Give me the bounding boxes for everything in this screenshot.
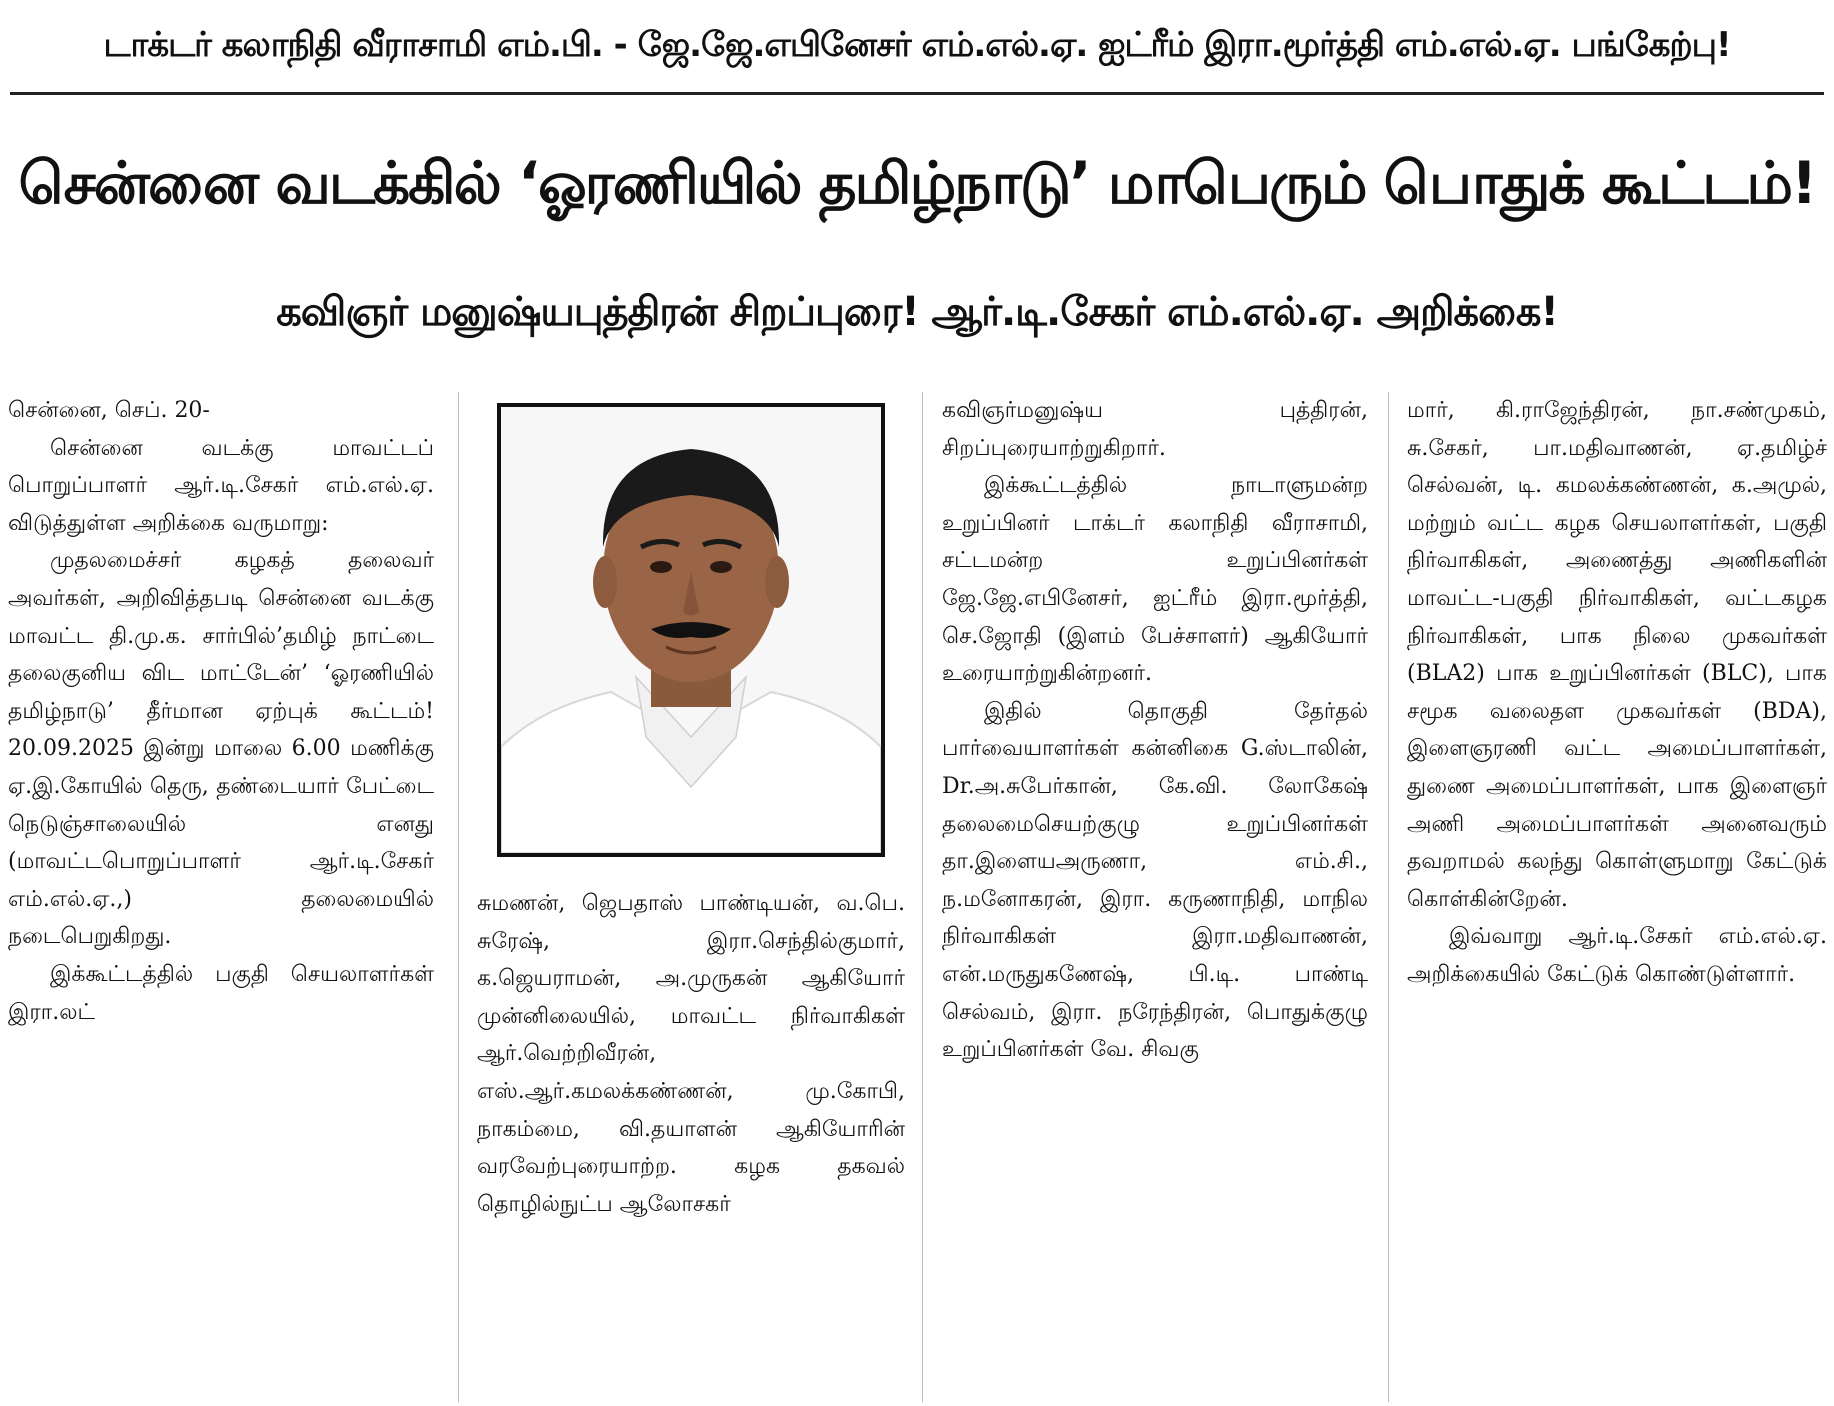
column-divider xyxy=(458,392,459,1402)
article-column-2 xyxy=(477,885,905,1402)
article-paragraph: முதலமைச்சர் கழகத் தலைவர் அவர்கள், அறிவித்தபடி சென்னை வடக்கு மாவட்ட தி.மு.க. சார்பில்’தமிழ் நாட்டை தலைகுனிய விட மாட்டேன்’ ‘ஓரணியில் தமிழ்நாடு’ தீர்மான ஏற்புக் கூட்டம்! 20.09.2025 இன்று மாலை 6.00 மணிக்கு ஏ.இ.கோயில் தெரு, தண்டையார் பேட்டை நெடுஞ்சாலையில் எனது (மாவட்டபொறுப்பாளர் ஆர்.டி.சேகர் எம்.எல்.ஏ.,) தலைமையில் நடைபெறுகிறது. xyxy=(8,548,434,950)
article-paragraph: இக்கூட்டத்தில் பகுதி செயலாளர்கள் இரா.லட் xyxy=(8,961,434,1025)
subheadline: கவிஞர் மனுஷ்யபுத்திரன் சிறப்புரை! ஆர்.டி.சேகர் எம்.எல்.ஏ. அறிக்கை! xyxy=(276,289,1558,335)
kicker-line: டாக்டர் கலாநிதி வீராசாமி எம்.பி. - ஜே.ஜே.எபினேசர் எம்.எல்.ஏ. ஐட்ரீம் இரா.மூர்த்தி எம்.எல்.ஏ. பங்கேற்பு! xyxy=(103,25,1731,65)
article-paragraph: இதில் தொகுதி தேர்தல் பார்வையாளர்கள் கன்னிகை G.ஸ்டாலின், Dr.அ.சுபேர்கான், கே.வி. லோகேஷ் தலைமைசெயற்குழு உறுப்பினர்கள் தா.இளையஅருணா, எம்.சி., ந.மனோகரன், இரா. கருணாநிதி, மாநில நிர்வாகிகள் இரா.மதிவாணன், என்.மருதுகணேஷ், பி.டி. பாண்டி செல்வம், இரா. நரேந்திரன், பொதுக்குழு உறுப்பினர்கள் வே. சிவகு xyxy=(942,698,1368,1063)
portrait-image xyxy=(501,407,881,853)
portrait-photo xyxy=(497,403,885,857)
article-paragraph: மார், கி.ராஜேந்திரன், நா.சண்முகம், சு.சேகர், பா.மதிவாணன், ஏ.தமிழ்ச் செல்வன், டி. கமலக்கண்ணன், க.அமுல், மற்றும் வட்ட கழக செயலாளர்கள், பகுதி நிர்வாகிகள், அணைத்து அணிகளின் மாவட்ட-பகுதி நிர்வாகிகள், வட்டகழக நிர்வாகிகள், பாக நிலை முகவர்கள் (BLA2) பாக உறுப்பினர்கள் (BLC), பாக சமூக வலைதள முகவர்கள் (BDA), இளைஞரணி வட்ட அமைப்பாளர்கள், துணை அமைப்பாளர்கள், பாக இளைஞர் அணி அமைப்பாளர்கள் அனைவரும் தவறாமல் கலந்து கொள்ளுமாறு கேட்டுக் கொள்கின்றேன். xyxy=(1407,398,1827,912)
headline: சென்னை வடக்கில் ‘ஓரணியில் தமிழ்நாடு’ மாபெரும் பொதுக் கூட்டம்! xyxy=(18,149,1816,217)
article-paragraph: சென்னை வடக்கு மாவட்டப் பொறுப்பாளர் ஆர்.டி.சேகர் எம்.எல்.ஏ. விடுத்துள்ள அறிக்கை வருமாறு: xyxy=(8,435,434,536)
article-column-1 xyxy=(8,392,434,1402)
column-divider xyxy=(1388,392,1389,1402)
article-paragraph: கவிஞர்மனுஷ்ய புத்திரன், சிறப்புரையாற்றுகிறார். xyxy=(942,398,1368,461)
article-paragraph: இவ்வாறு ஆர்.டி.சேகர் எம்.எல்.ஏ. அறிக்கையில் கேட்டுக் கொண்டுள்ளார். xyxy=(1407,924,1827,987)
header-divider xyxy=(10,92,1824,95)
article-column-3 xyxy=(942,392,1368,1402)
column-divider xyxy=(922,392,923,1402)
dateline: சென்னை, செப். 20- xyxy=(8,398,210,423)
article-paragraph: சுமணன், ஜெபதாஸ் பாண்டியன், வ.பெ. சுரேஷ், இரா.செந்தில்குமார், க.ஜெயராமன், அ.முருகன் ஆகியோர் முன்னிலையில், மாவட்ட நிர்வாகிகள் ஆர்.வெற்றிவீரன், எஸ்.ஆர்.கமலக்கண்ணன், மு.கோபி, நாகம்மை, வி.தயாளன் ஆகியோரின் வரவேற்புரையாற்ற. கழக தகவல் தொழில்நுட்ப ஆலோசகர் xyxy=(477,891,905,1217)
article-column-4 xyxy=(1407,392,1827,1402)
article-paragraph: இக்கூட்டத்தில் நாடாளுமன்ற உறுப்பினர் டாக்டர் கலாநிதி வீராசாமி, சட்டமன்ற உறுப்பினர்கள் ஜே.ஜே.எபினேசர், ஐட்ரீம் இரா.மூர்த்தி, செ.ஜோதி (இளம் பேச்சாளர்) ஆகியோர் உரையாற்றுகின்றனர். xyxy=(942,473,1368,687)
